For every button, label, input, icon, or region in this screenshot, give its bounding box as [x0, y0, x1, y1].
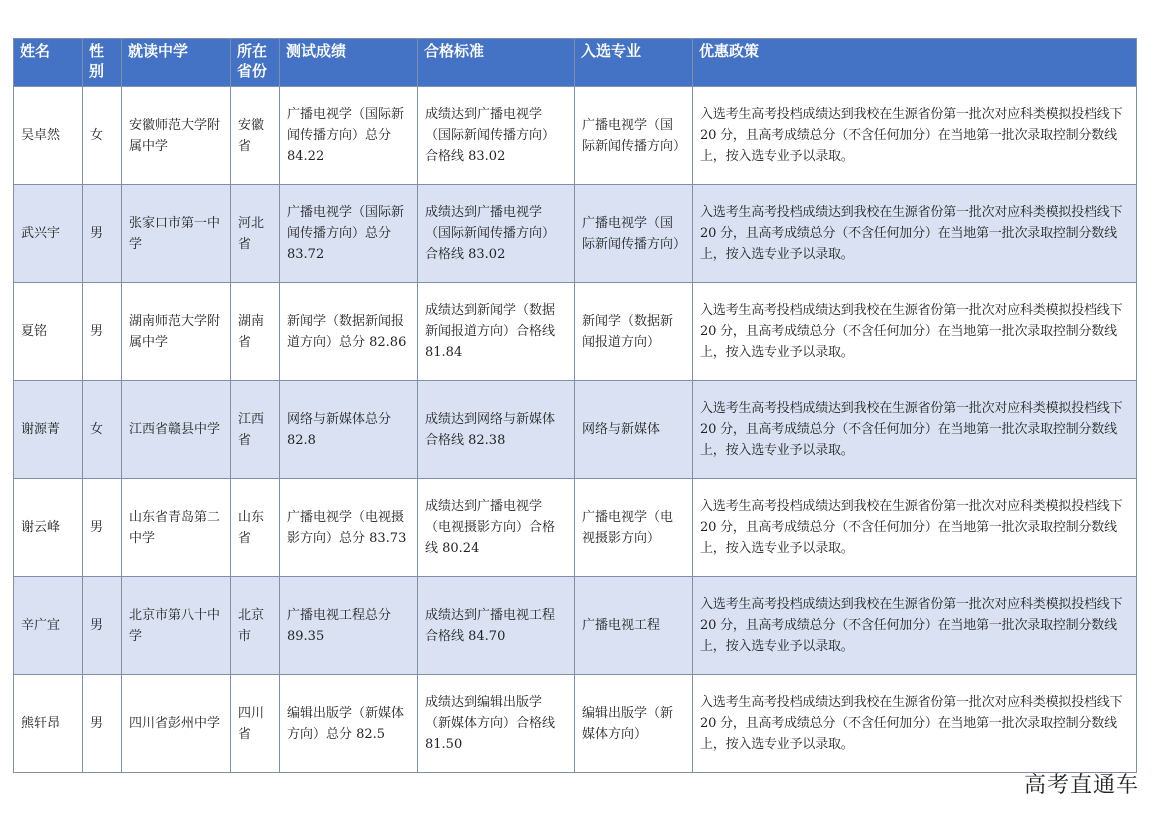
cell-standard: 成绩达到广播电视学（国际新闻传播方向）合格线 83.02 [418, 87, 575, 185]
cell-school: 湖南师范大学附属中学 [122, 283, 231, 381]
cell-policy: 入选考生高考投档成绩达到我校在生源省份第一批次对应科类模拟投档线下 20 分，且高考成绩总分（不含任何加分）在当地第一批次录取控制分数线上，按入选专业予以录取。 [693, 381, 1137, 479]
cell-score: 广播电视学（国际新闻传播方向）总分 83.72 [280, 185, 418, 283]
cell-province: 山东省 [231, 479, 280, 577]
cell-name: 吴卓然 [14, 87, 83, 185]
header-score: 测试成绩 [280, 39, 418, 87]
table-row [14, 87, 1137, 185]
cell-gender: 女 [83, 87, 122, 185]
cell-gender: 男 [83, 185, 122, 283]
cell-school: 张家口市第一中学 [122, 185, 231, 283]
cell-score: 广播电视工程总分 89.35 [280, 577, 418, 675]
cell-name: 谢源菁 [14, 381, 83, 479]
header-row [14, 39, 1137, 87]
header-name: 姓名 [14, 39, 83, 87]
header-standard: 合格标准 [418, 39, 575, 87]
table-row [14, 381, 1137, 479]
cell-name: 辛广宜 [14, 577, 83, 675]
cell-standard: 成绩达到广播电视工程合格线 84.70 [418, 577, 575, 675]
cell-policy: 入选考生高考投档成绩达到我校在生源省份第一批次对应科类模拟投档线下 20 分，且高考成绩总分（不含任何加分）在当地第一批次录取控制分数线上，按入选专业予以录取。 [693, 87, 1137, 185]
cell-standard: 成绩达到新闻学（数据新闻报道方向）合格线 81.84 [418, 283, 575, 381]
cell-standard: 成绩达到广播电视学（电视摄影方向）合格线 80.24 [418, 479, 575, 577]
cell-score: 广播电视学（国际新闻传播方向）总分 84.22 [280, 87, 418, 185]
cell-school: 江西省赣县中学 [122, 381, 231, 479]
admission-table [13, 38, 1137, 773]
cell-gender: 女 [83, 381, 122, 479]
cell-gender: 男 [83, 479, 122, 577]
watermark-text: 高考直通车 [1023, 773, 1139, 798]
cell-policy: 入选考生高考投档成绩达到我校在生源省份第一批次对应科类模拟投档线下 20 分，且高考成绩总分（不含任何加分）在当地第一批次录取控制分数线上，按入选专业予以录取。 [693, 577, 1137, 675]
cell-province: 安徽省 [231, 87, 280, 185]
table-row [14, 675, 1137, 773]
table-row [14, 283, 1137, 381]
cell-name: 谢云峰 [14, 479, 83, 577]
cell-province: 四川省 [231, 675, 280, 773]
cell-school: 四川省彭州中学 [122, 675, 231, 773]
cell-school: 安徽师范大学附属中学 [122, 87, 231, 185]
header-province: 所在省份 [231, 39, 280, 87]
cell-province: 北京市 [231, 577, 280, 675]
cell-policy: 入选考生高考投档成绩达到我校在生源省份第一批次对应科类模拟投档线下 20 分，且高考成绩总分（不含任何加分）在当地第一批次录取控制分数线上，按入选专业予以录取。 [693, 185, 1137, 283]
cell-province: 河北省 [231, 185, 280, 283]
cell-gender: 男 [83, 283, 122, 381]
cell-name: 熊轩昂 [14, 675, 83, 773]
cell-province: 湖南省 [231, 283, 280, 381]
cell-gender: 男 [83, 577, 122, 675]
cell-standard: 成绩达到编辑出版学（新媒体方向）合格线 81.50 [418, 675, 575, 773]
cell-major: 广播电视学（电视摄影方向） [575, 479, 693, 577]
cell-score: 网络与新媒体总分 82.8 [280, 381, 418, 479]
cell-major: 广播电视学（国际新闻传播方向） [575, 87, 693, 185]
cell-gender: 男 [83, 675, 122, 773]
header-major: 入选专业 [575, 39, 693, 87]
cell-major: 网络与新媒体 [575, 381, 693, 479]
cell-major: 编辑出版学（新媒体方向） [575, 675, 693, 773]
cell-major: 广播电视学（国际新闻传播方向） [575, 185, 693, 283]
table-row [14, 479, 1137, 577]
cell-score: 新闻学（数据新闻报道方向）总分 82.86 [280, 283, 418, 381]
cell-province: 江西省 [231, 381, 280, 479]
cell-school: 山东省青岛第二中学 [122, 479, 231, 577]
header-policy: 优惠政策 [693, 39, 1137, 87]
cell-name: 夏铭 [14, 283, 83, 381]
table-row [14, 185, 1137, 283]
header-school: 就读中学 [122, 39, 231, 87]
cell-standard: 成绩达到广播电视学（国际新闻传播方向）合格线 83.02 [418, 185, 575, 283]
cell-standard: 成绩达到网络与新媒体合格线 82.38 [418, 381, 575, 479]
cell-major: 新闻学（数据新闻报道方向） [575, 283, 693, 381]
cell-school: 北京市第八十中学 [122, 577, 231, 675]
cell-policy: 入选考生高考投档成绩达到我校在生源省份第一批次对应科类模拟投档线下 20 分，且高考成绩总分（不含任何加分）在当地第一批次录取控制分数线上，按入选专业予以录取。 [693, 675, 1137, 773]
cell-name: 武兴宇 [14, 185, 83, 283]
cell-policy: 入选考生高考投档成绩达到我校在生源省份第一批次对应科类模拟投档线下 20 分，且高考成绩总分（不含任何加分）在当地第一批次录取控制分数线上，按入选专业予以录取。 [693, 283, 1137, 381]
cell-score: 编辑出版学（新媒体方向）总分 82.5 [280, 675, 418, 773]
cell-major: 广播电视工程 [575, 577, 693, 675]
header-gender: 性别 [83, 39, 122, 87]
cell-policy: 入选考生高考投档成绩达到我校在生源省份第一批次对应科类模拟投档线下 20 分，且高考成绩总分（不含任何加分）在当地第一批次录取控制分数线上，按入选专业予以录取。 [693, 479, 1137, 577]
cell-score: 广播电视学（电视摄影方向）总分 83.73 [280, 479, 418, 577]
table-row [14, 577, 1137, 675]
